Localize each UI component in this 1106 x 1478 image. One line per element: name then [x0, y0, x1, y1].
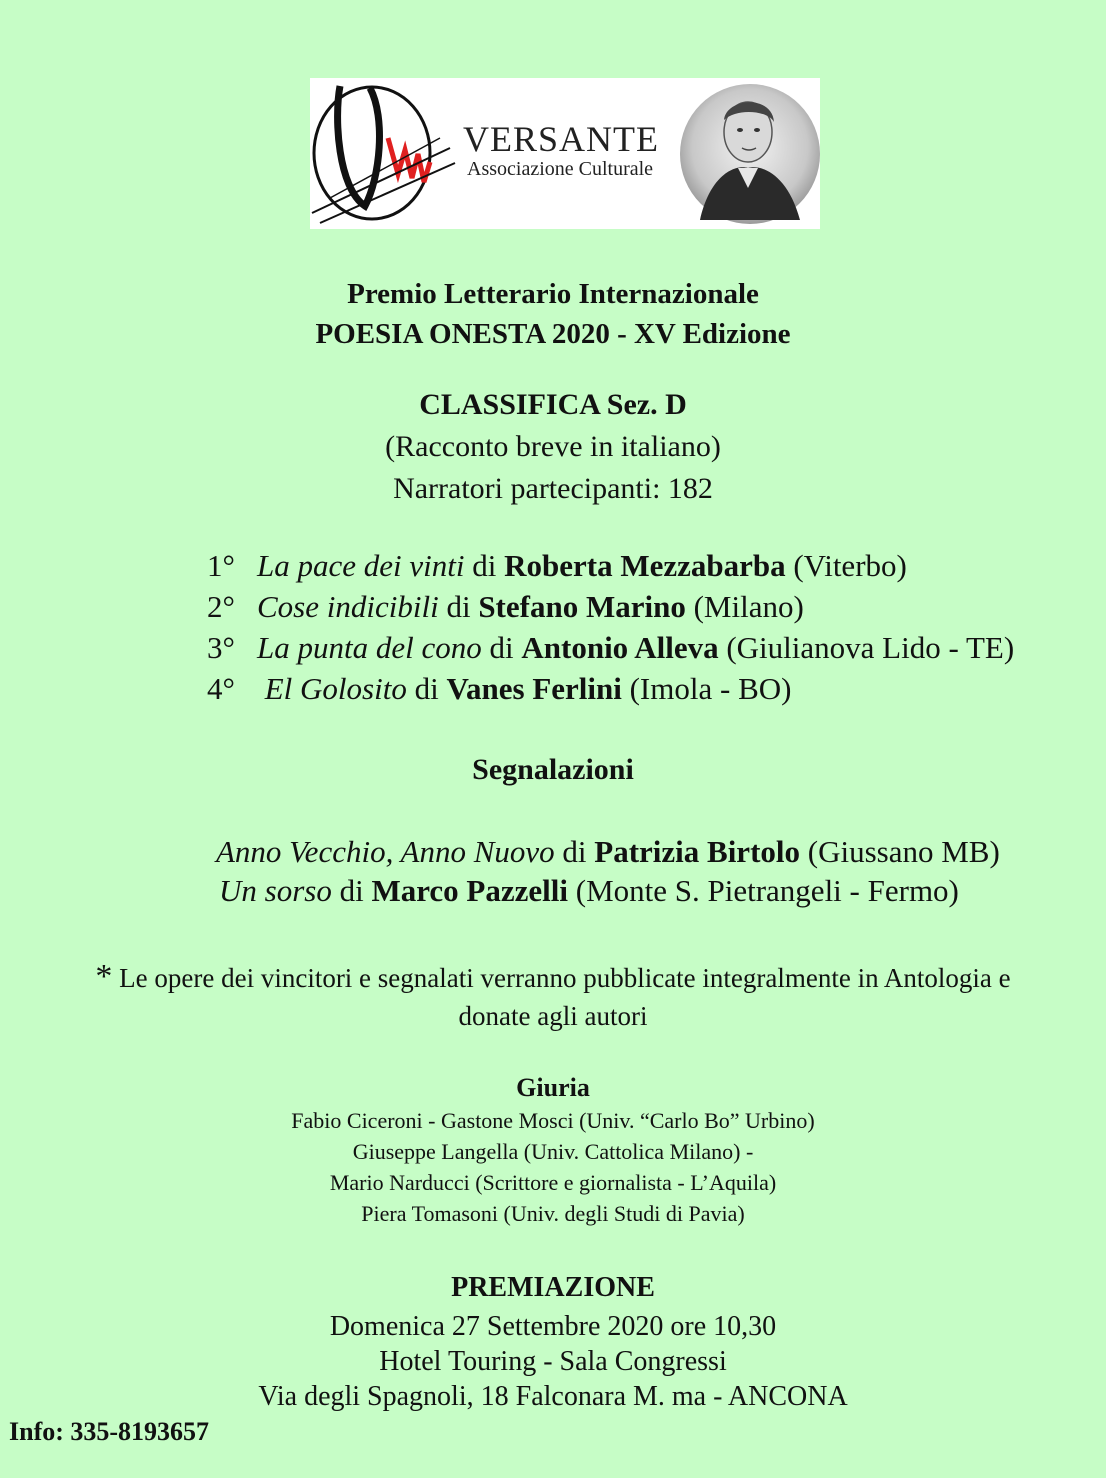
winner-position: 3°: [207, 630, 235, 665]
classifica-title: CLASSIFICA Sez. D: [419, 388, 687, 421]
winner-place: (Viterbo): [793, 548, 907, 583]
winner-row: 4° El Golosito di Vanes Ferlini (Imola - BO): [207, 671, 792, 706]
mention-author: Patrizia Birtolo: [594, 834, 801, 869]
mention-work: Anno Vecchio, Anno Nuovo: [216, 834, 555, 869]
mention-place: (Monte S. Pietrangeli - Fermo): [575, 873, 959, 908]
mention-work: Un sorso: [219, 873, 332, 908]
logo-brand: VERSANTE: [463, 119, 659, 159]
jury-line: Fabio Ciceroni - Gastone Mosci (Univ. “Carlo Bo” Urbino): [291, 1108, 815, 1133]
winner-position: 2°: [207, 589, 235, 624]
asterisk: *: [95, 958, 113, 995]
award-title: Premio Letterario Internazionale: [347, 278, 759, 310]
winner-position: 1°: [207, 548, 235, 583]
publication-note: * Le opere dei vincitori e segnalati verranno pubblicate integralmente in Antologia e donate agli autori: [95, 958, 1011, 1031]
winner-author: Antonio Alleva: [521, 630, 719, 665]
section-subtitle: (Racconto breve in italiano): [385, 430, 721, 463]
ceremony-title: PREMIAZIONE: [451, 1272, 655, 1303]
versante-v-emblem: [310, 78, 460, 229]
winner-work: Cose indicibili: [257, 589, 439, 624]
winner-work: La punta del cono: [257, 630, 482, 665]
winner-row: 2° Cose indicibili di Stefano Marino (Milano): [207, 589, 804, 624]
portrait-image: [680, 80, 820, 228]
edition-title: POESIA ONESTA 2020 - XV Edizione: [315, 318, 791, 350]
segnalazioni-title: Segnalazioni: [472, 753, 634, 786]
winner-author: Roberta Mezzabarba: [504, 548, 786, 583]
winner-author: Stefano Marino: [478, 589, 686, 624]
versante-logo: [310, 78, 820, 229]
winner-position: 4°: [207, 671, 235, 706]
jury-line: Mario Narducci (Scrittore e giornalista - L’Aquila): [329, 1170, 777, 1195]
mention-row: Anno Vecchio, Anno Nuovo di Patrizia Birtolo (Giussano MB): [216, 834, 1000, 869]
mention-author: Marco Pazzelli: [371, 873, 568, 908]
ceremony-date: Domenica 27 Settembre 2020 ore 10,30: [329, 1311, 777, 1342]
ceremony-address: Via degli Spagnoli, 18 Falconara M. ma - ANCONA: [258, 1381, 848, 1412]
winner-row: 3° La punta del cono di Antonio Alleva (Giulianova Lido - TE): [207, 630, 1015, 665]
logo-subtitle: Associazione Culturale: [467, 158, 654, 180]
winner-row: 1° La pace dei vinti di Roberta Mezzabarba (Viterbo): [207, 548, 907, 583]
jury-line: Piera Tomasoni (Univ. degli Studi di Pavia): [361, 1201, 745, 1226]
mention-row: Un sorso di Marco Pazzelli (Monte S. Pietrangeli - Fermo): [219, 873, 959, 908]
info-contact: Info: 335-8193657: [9, 1417, 210, 1446]
jury-line: Giuseppe Langella (Univ. Cattolica Milano) -: [352, 1139, 754, 1164]
winner-place: (Imola - BO): [629, 671, 792, 706]
participants-count: Narratori partecipanti: 182: [393, 472, 713, 505]
winner-place: (Milano): [693, 589, 804, 624]
jury-title: Giuria: [516, 1073, 590, 1102]
mention-place: (Giussano MB): [807, 834, 1000, 869]
winner-work: El Golosito: [264, 671, 407, 706]
ceremony-venue: Hotel Touring - Sala Congressi: [379, 1346, 727, 1377]
winner-author: Vanes Ferlini: [446, 671, 622, 706]
winner-work: La pace dei vinti: [257, 548, 465, 583]
winner-place: (Giulianova Lido - TE): [726, 630, 1015, 665]
